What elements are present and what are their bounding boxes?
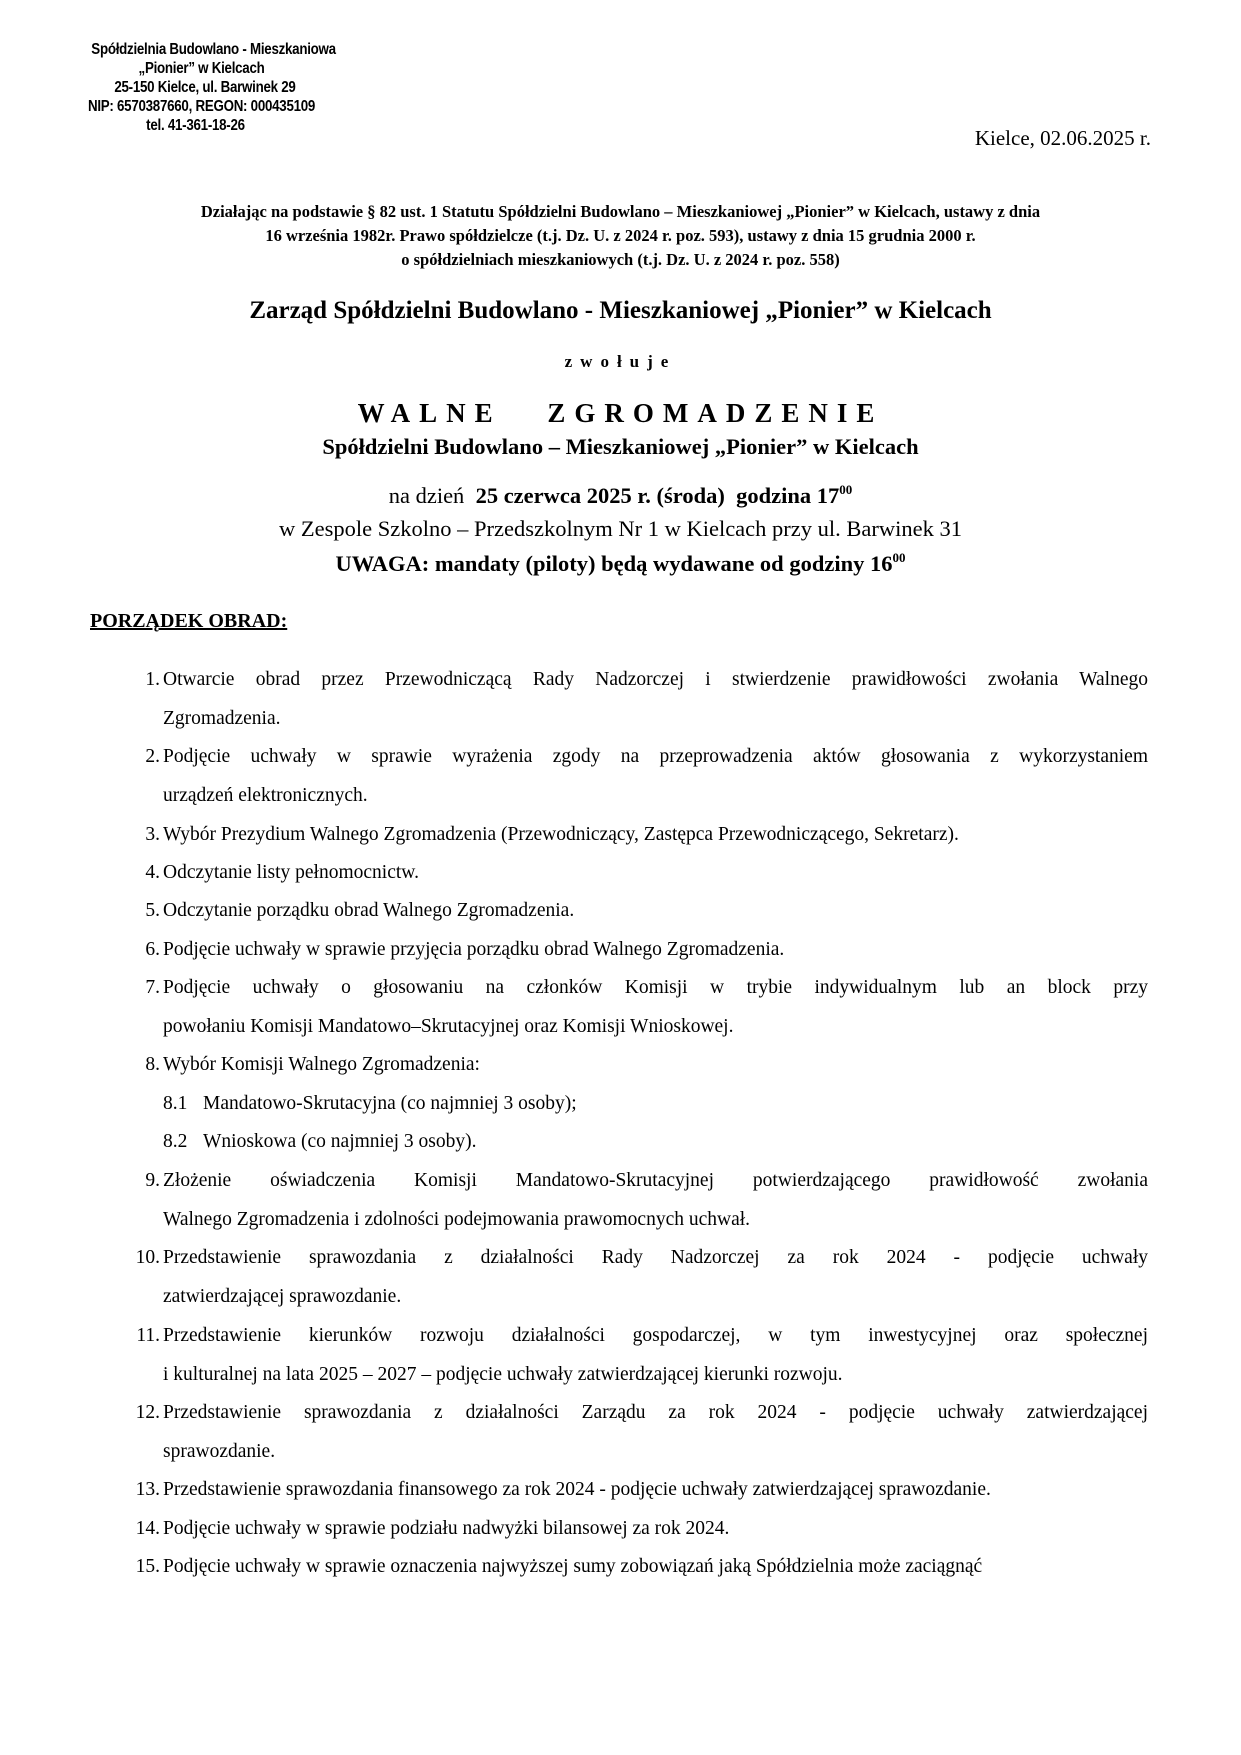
agenda-item-text: i kulturalnej na lata 2025 – 2027 – podjęcie uchwały zatwierdzającej kierunki rozwoju.: [163, 1363, 843, 1385]
agenda-item-number: 14.: [135, 1518, 160, 1539]
agenda-item-text: Podjęcie uchwały o głosowaniu na członków Komisji w trybie indywidualnym lub an block przy: [163, 977, 1148, 998]
agenda-item-text: Przedstawienie sprawozdania finansowego za rok 2024 - podjęcie uchwały zatwierdzającej sprawozdanie.: [163, 1479, 991, 1500]
agenda-item: [145, 1162, 1148, 1239]
agenda-item: [135, 1471, 1148, 1510]
agenda-item: [135, 1510, 1148, 1549]
agenda-item-number: 1.: [145, 669, 160, 690]
agenda-item: [135, 1548, 1148, 1587]
meeting-notice-text: UWAGA: mandaty (piloty) będą wydawane od godziny 16: [335, 551, 893, 576]
agenda-item-text: sprawozdanie.: [163, 1440, 276, 1462]
agenda-item-number: 4.: [145, 862, 160, 883]
meeting-date-line: [0, 483, 1241, 509]
agenda-item-number: 3.: [145, 824, 160, 845]
agenda-item-number: 13.: [135, 1479, 160, 1500]
agenda-item-number: 6.: [145, 939, 160, 960]
convenes-text: zwołuje: [564, 352, 677, 371]
agenda-item-text: Przedstawienie kierunków rozwoju działalności gospodarczej, w tym inwestycyjnej oraz społecznej: [163, 1325, 1148, 1346]
agenda-subitem-number: 8.2: [163, 1131, 188, 1152]
agenda-item-text: Walnego Zgromadzenia i zdolności podejmowania prawomocnych uchwał.: [163, 1208, 751, 1230]
agenda-item-number: 9.: [145, 1170, 160, 1191]
meeting-date: 25 czerwca 2025 r. (środa): [475, 483, 725, 508]
agenda-item: [145, 892, 1148, 931]
agenda-item-text: zatwierdzającej sprawozdanie.: [163, 1285, 402, 1307]
agenda-item-number: 5.: [145, 900, 160, 921]
stamp-line: NIP: 6570387660, REGON: 000435109: [87, 98, 316, 115]
legal-basis-line: Działając na podstawie § 82 ust. 1 Statutu Spółdzielni Budowlano – Mieszkaniowej „Pionier” w Kielcach, ustawy z dnia: [200, 202, 1041, 221]
legal-basis-line: o spółdzielniach mieszkaniowych (t.j. Dz. U. z 2024 r. poz. 558): [401, 250, 840, 269]
agenda-item-text: Przedstawienie sprawozdania z działalności Zarządu za rok 2024 - podjęcie uchwały zatwierdzającej: [163, 1402, 1148, 1423]
stamp-line: Spółdzielnia Budowlano - Mieszkaniowa: [91, 41, 336, 58]
agenda-item-text: Odczytanie porządku obrad Walnego Zgromadzenia.: [163, 900, 575, 921]
board-title: Zarząd Spółdzielni Budowlano - Mieszkaniowej „Pionier” w Kielcach: [249, 297, 992, 324]
agenda-item-text: Podjęcie uchwały w sprawie wyrażenia zgody na przeprowadzenia aktów głosowania z wykorzystaniem: [163, 746, 1148, 767]
agenda-subitem-text: Wnioskowa (co najmniej 3 osoby).: [203, 1131, 477, 1152]
agenda-item-text: Podjęcie uchwały w sprawie podziału nadwyżki bilansowej za rok 2024.: [163, 1518, 730, 1539]
agenda-item-text: Wybór Prezydium Walnego Zgromadzenia (Przewodniczący, Zastępca Przewodniczącego, Sekretarz).: [163, 824, 959, 845]
agenda-item-text: Złożenie oświadczenia Komisji Mandatowo-Skrutacyjnej potwierdzającego prawidłowość zwołania: [163, 1170, 1148, 1191]
agenda-item-text: Wybór Komisji Walnego Zgromadzenia:: [163, 1054, 480, 1075]
agenda-subitem-number: 8.1: [163, 1093, 188, 1114]
cooperative-stamp: [88, 40, 346, 135]
legal-basis: [80, 200, 1161, 272]
agenda-item-text: Podjęcie uchwały w sprawie oznaczenia najwyższej sumy zobowiązań jaką Spółdzielnia może zaciągnąć: [163, 1556, 983, 1577]
agenda-item-text: Otwarcie obrad przez Przewodniczącą Rady Nadzorczej i stwierdzenie prawidłowości zwołania Walnego: [163, 669, 1148, 690]
legal-basis-line: 16 września 1982r. Prawo spółdzielcze (t.j. Dz. U. z 2024 r. poz. 593), ustawy z dnia 15 grudnia 2000 r.: [265, 226, 976, 245]
agenda-item-number: 12.: [135, 1402, 160, 1423]
agenda-item-text: Podjęcie uchwały w sprawie przyjęcia porządku obrad Walnego Zgromadzenia.: [163, 939, 785, 960]
stamp-line: „Pionier” w Kielcach: [138, 60, 265, 77]
agenda-item-number: 8.: [145, 1054, 160, 1075]
agenda-item-number: 10.: [135, 1247, 160, 1268]
agenda-item: [135, 1239, 1148, 1316]
meeting-notice-minutes: 00: [892, 550, 906, 565]
document-date: Kielce, 02.06.2025 r.: [974, 126, 1151, 150]
agenda-item: [145, 931, 1148, 970]
agenda-subitem: [163, 1085, 577, 1124]
agenda-item-text: urządzeń elektronicznych.: [163, 784, 368, 806]
agenda-title: PORZĄDEK OBRAD:: [90, 610, 288, 632]
agenda-subitem: [163, 1123, 477, 1162]
agenda-item: [145, 969, 1148, 1046]
agenda-item-text: Zgromadzenia.: [163, 707, 281, 729]
agenda-item-text: Odczytanie listy pełnomocnictw.: [163, 862, 419, 883]
agenda-item: [145, 738, 1148, 815]
stamp-line: tel. 41-361-18-26: [146, 117, 245, 134]
agenda-item: [135, 1394, 1148, 1471]
agenda-subitem-text: Mandatowo-Skrutacyjna (co najmniej 3 osoby);: [203, 1093, 577, 1114]
agenda-item-number: 7.: [145, 977, 160, 998]
agenda-item: [145, 1046, 1148, 1085]
cooperative-name: Spółdzielni Budowlano – Mieszkaniowej „Pionier” w Kielcach: [322, 434, 919, 459]
agenda-item: [136, 1317, 1148, 1394]
agenda-item-text: powołaniu Komisji Mandatowo–Skrutacyjnej oraz Komisji Wnioskowej.: [163, 1015, 734, 1037]
agenda-item-number: 11.: [136, 1325, 160, 1346]
agenda-item-number: 2.: [145, 746, 160, 767]
stamp-line: 25-150 Kielce, ul. Barwinek 29: [114, 79, 296, 96]
meeting-date-prefix: na dzień: [388, 483, 465, 508]
agenda-item-number: 15.: [135, 1556, 160, 1577]
agenda-item: [145, 854, 1148, 893]
meeting-place: w Zespole Szkolno – Przedszkolnym Nr 1 w Kielcach przy ul. Barwinek 31: [279, 516, 962, 541]
agenda-item-text: Przedstawienie sprawozdania z działalności Rady Nadzorczej za rok 2024 - podjęcie uchwały: [163, 1247, 1148, 1268]
agenda-item: [145, 816, 1148, 855]
page-title: WALNE ZGROMADZENIE: [357, 398, 884, 428]
meeting-hour: godzina 17: [736, 483, 840, 508]
agenda-item: [145, 661, 1148, 738]
meeting-notice: [0, 551, 1241, 577]
meeting-hour-minutes: 00: [839, 482, 853, 497]
